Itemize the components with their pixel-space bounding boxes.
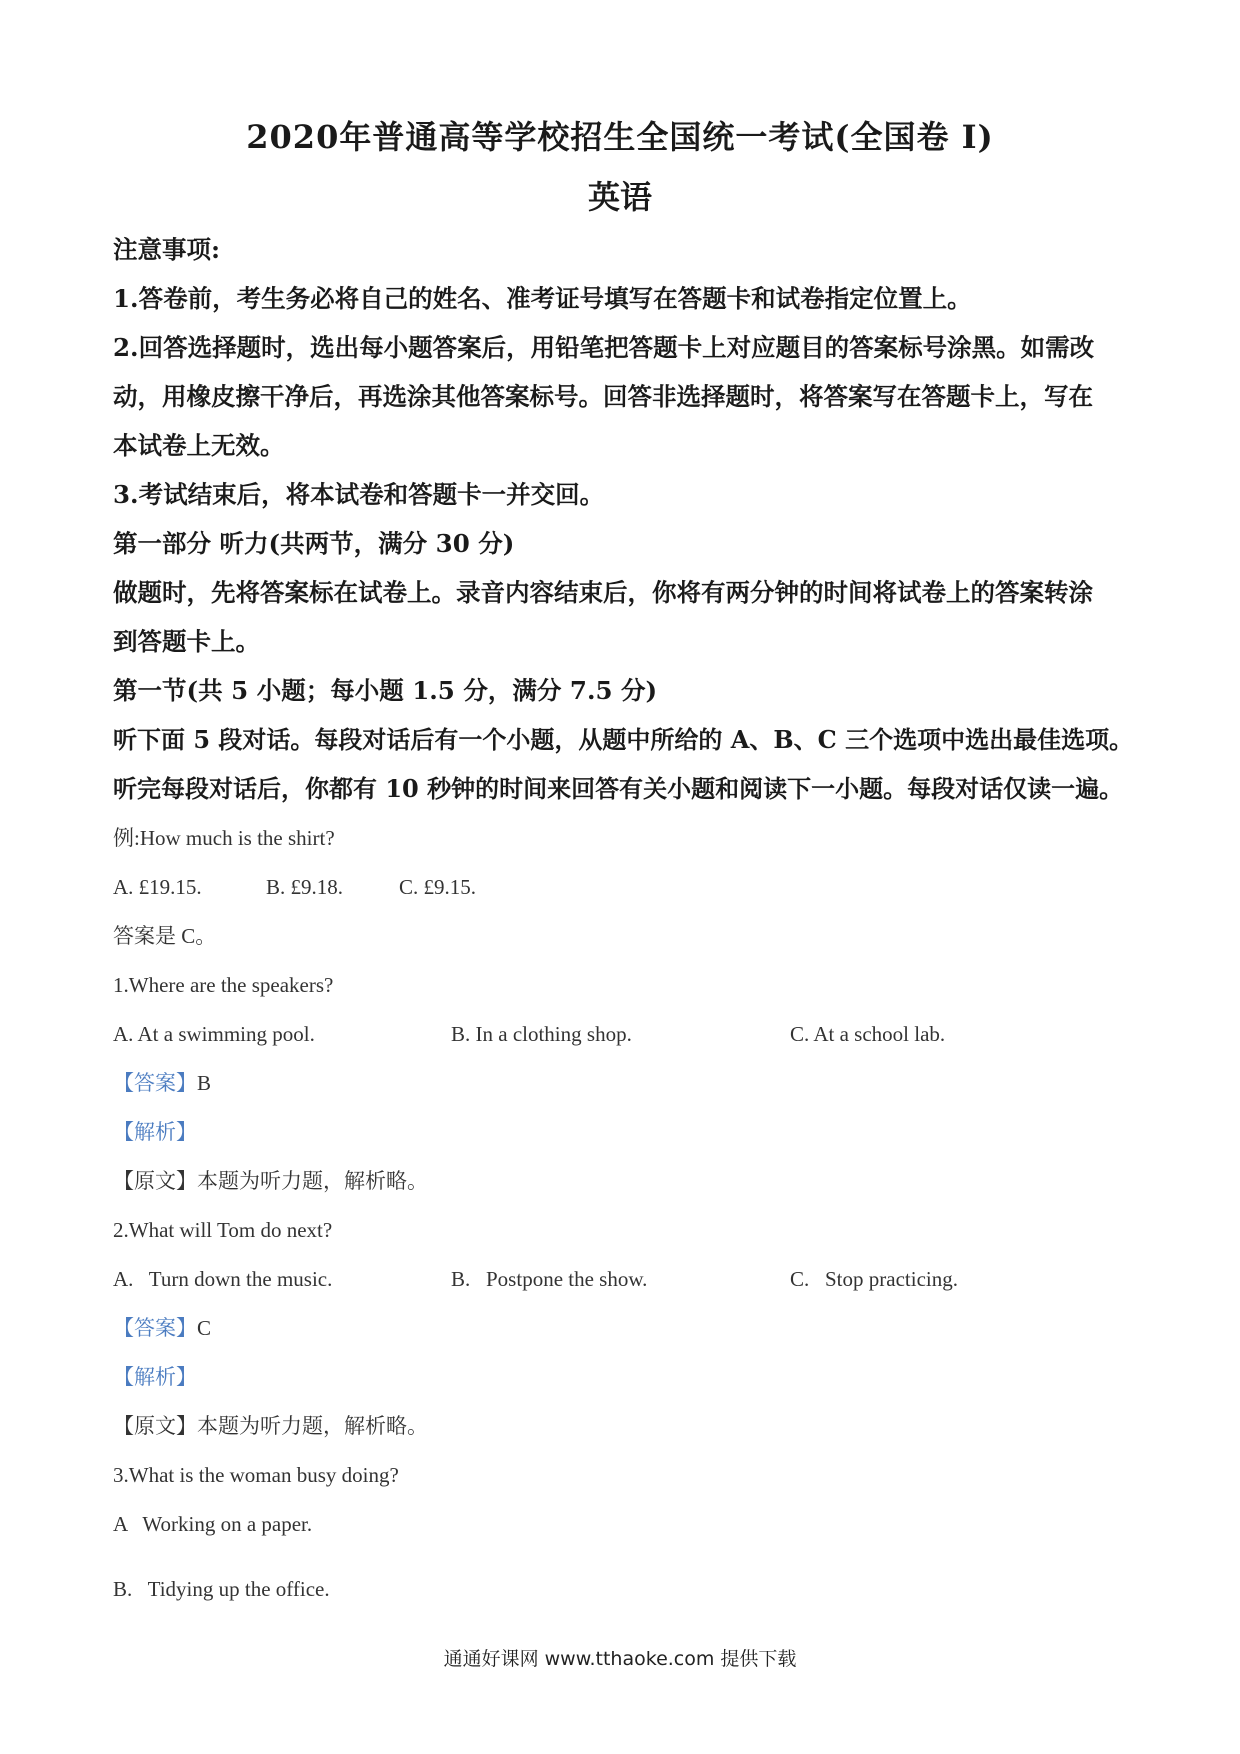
- answer-label: 【答案】: [113, 1316, 197, 1340]
- question-2: 2.What will Tom do next?: [113, 1218, 333, 1242]
- note-item-1: 1.答卷前，考生务必将自己的姓名、准考证号填写在答题卡和试卷指定位置上。: [113, 284, 972, 313]
- exam-subject: 英语: [587, 178, 652, 216]
- section1-line-2: 听完每段对话后，你都有 10 秒钟的时间来回答有关小题和阅读下一小题。每段对话仅读一遍。: [113, 774, 1124, 803]
- question-3-option-a: A Working on a paper.: [113, 1512, 313, 1536]
- example-option-c: C. £9.15.: [399, 875, 477, 899]
- section1-heading: 第一节(共 5 小题；每小题 1.5 分，满分 7.5 分): [113, 676, 658, 705]
- note-item-2-line-1: 2.回答选择题时，选出每小题答案后，用铅笔把答题卡上对应题目的答案标号涂黑。如需改: [113, 333, 1095, 362]
- question-1-analysis: [113, 1116, 1133, 1148]
- answer-value: B: [197, 1071, 212, 1095]
- question-1-answer: [113, 1067, 1133, 1099]
- source-text: 本题为听力题，解析略。: [197, 1169, 428, 1193]
- page-footer: 通通好课网 www.tthaoke.com 提供下载: [443, 1648, 797, 1670]
- question-2-source: [113, 1410, 1133, 1442]
- note-item-3: 3.考试结束后，将本试卷和答题卡一并交回。: [113, 480, 605, 509]
- example-option-a: A. £19.15.: [113, 875, 202, 899]
- example-answer: 答案是 C。: [113, 924, 217, 948]
- question-3: 3.What is the woman busy doing?: [113, 1463, 399, 1487]
- example-question: 例:How much is the shirt?: [113, 826, 335, 850]
- question-2-option-a: A. Turn down the music.: [113, 1267, 333, 1291]
- question-2-option-b: B. Postpone the show.: [451, 1267, 648, 1291]
- source-label: 【原文】: [113, 1414, 197, 1438]
- source-label: 【原文】: [113, 1169, 197, 1193]
- answer-value: C: [197, 1316, 212, 1340]
- source-text: 本题为听力题，解析略。: [197, 1414, 428, 1438]
- analysis-label: 【解析】: [113, 1120, 197, 1144]
- question-1: 1.Where are the speakers?: [113, 973, 334, 997]
- analysis-label: 【解析】: [113, 1365, 197, 1389]
- answer-label: 【答案】: [113, 1071, 197, 1095]
- part1-heading: 第一部分 听力(共两节，满分 30 分): [113, 529, 515, 558]
- note-item-2-line-2: 动，用橡皮擦干净后，再选涂其他答案标号。回答非选择题时，将答案写在答题卡上，写在: [113, 382, 1093, 411]
- question-1-source: [113, 1165, 1133, 1197]
- question-3-option-b: B. Tidying up the office.: [113, 1577, 330, 1601]
- question-2-option-c: C. Stop practicing.: [790, 1267, 958, 1291]
- part1-instruction-line-1: 做题时，先将答案标在试卷上。录音内容结束后，你将有两分钟的时间将试卷上的答案转涂: [113, 578, 1093, 607]
- question-1-option-c: C. At a school lab.: [790, 1022, 946, 1046]
- part1-instruction-line-2: 到答题卡上。: [113, 627, 260, 656]
- question-2-analysis: [113, 1361, 1133, 1393]
- notes-heading: 注意事项:: [113, 235, 221, 264]
- section1-line-1: 听下面 5 段对话。每段对话后有一个小题，从题中所给的 A、B、C 三个选项中选出最佳选项。: [113, 725, 1134, 754]
- question-1-option-b: B. In a clothing shop.: [451, 1022, 632, 1046]
- question-2-answer: [113, 1312, 1133, 1344]
- example-option-b: B. £9.18.: [266, 875, 344, 899]
- exam-title: 2020年普通高等学校招生全国统一考试(全国卷 I): [246, 118, 994, 156]
- question-1-option-a: A. At a swimming pool.: [113, 1022, 315, 1046]
- note-item-2-line-3: 本试卷上无效。: [113, 431, 285, 460]
